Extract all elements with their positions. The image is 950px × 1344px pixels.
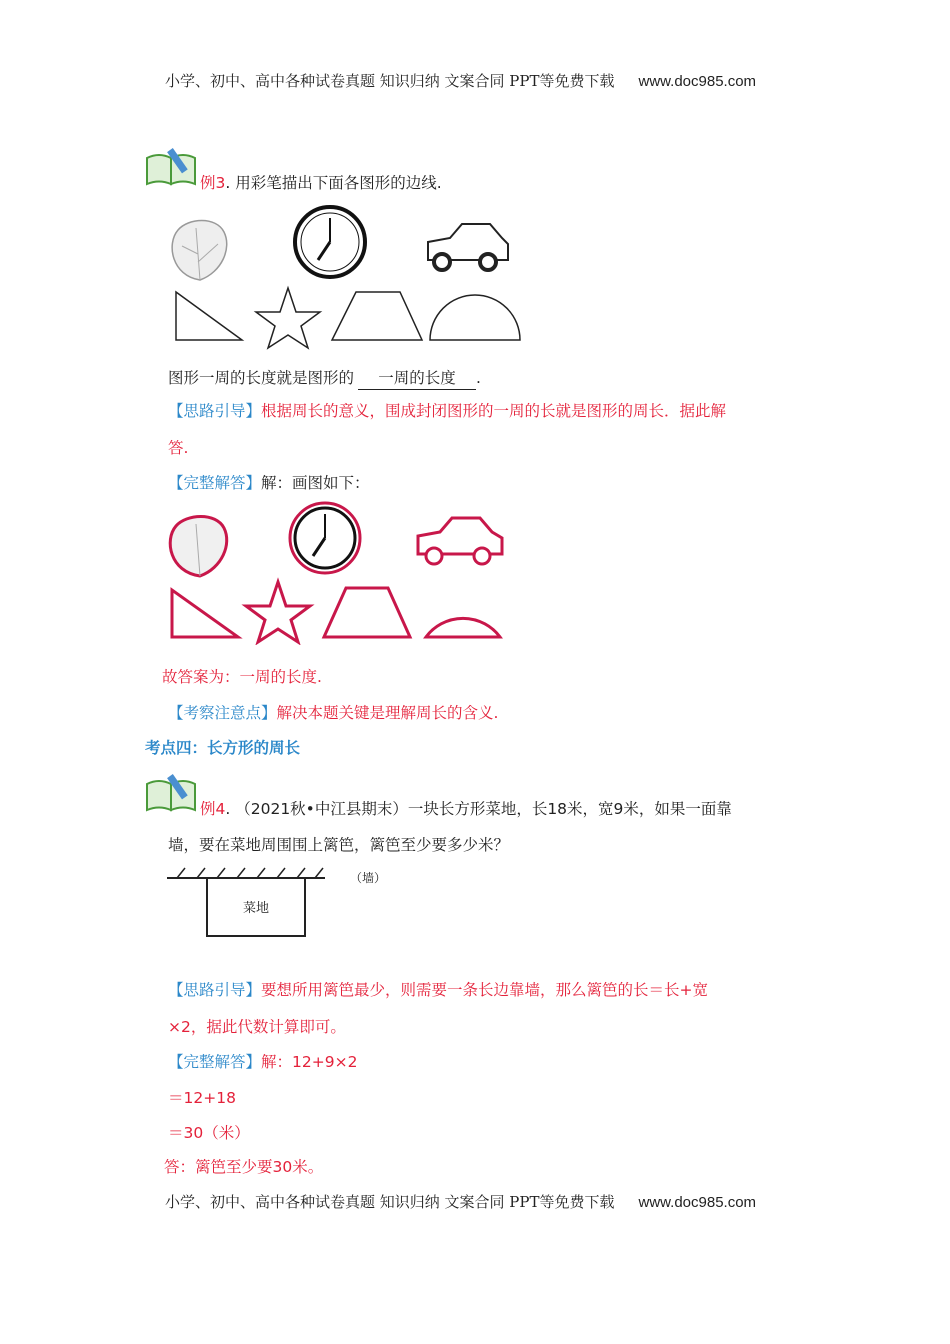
trapezoid-shape — [332, 292, 422, 340]
ex3-solution: 【完整解答】解：画图如下： — [168, 474, 370, 492]
book-pencil-icon — [144, 146, 200, 188]
ex3-question: 例3. 用彩笔描出下面各图形的边线. — [200, 174, 442, 192]
ex4-hint: 【思路引导】要想所用篱笆最少，则需要一条长边靠墙，那么篱笆的长＝长+宽 — [168, 981, 709, 999]
garden-label: 菜地 — [242, 901, 270, 916]
traced-leaf-shape — [170, 517, 227, 577]
traced-star-shape — [246, 582, 310, 642]
traced-clock-shape — [290, 503, 360, 573]
wall-label: （墙） — [350, 871, 387, 885]
ex3-traced-figure — [160, 500, 530, 645]
traced-car-shape — [418, 518, 502, 564]
ex4-question: 例4. （2021秋•中江县期末）一块长方形菜地，长18米，宽9米，如果一面靠 — [200, 800, 732, 818]
ex4-solution: 【完整解答】解：12+9×2 — [168, 1053, 358, 1071]
header-site: www.doc985.com — [638, 73, 757, 90]
clock-shape — [295, 207, 365, 277]
ex4-answer: 答：篱笆至少要30米。 — [164, 1158, 324, 1176]
ex4-hint-cont: ×2，据此代数计算即可。 — [168, 1018, 346, 1036]
car-shape — [428, 224, 508, 270]
ex4-label: 例4 — [200, 800, 226, 818]
section-title: 考点四：长方形的周长 — [145, 739, 301, 757]
traced-trapezoid-shape — [324, 588, 410, 637]
ex3-fill-blank: 图形一周的长度就是图形的 一周的长度 . — [168, 367, 481, 390]
ex3-answer: 故答案为：一周的长度. — [162, 668, 322, 686]
traced-triangle-shape — [172, 590, 238, 637]
page-footer — [165, 1191, 756, 1212]
page-header — [165, 70, 756, 91]
ex3-hint: 【思路引导】根据周长的意义，围成封闭图形的一周的长就是图形的周长．据此解 — [168, 402, 727, 420]
ex4-question-cont: 墙，要在菜地周围围上篱笆，篱笆至少要多少米？ — [168, 836, 510, 854]
ex3-blank-answer: 一周的长度 — [358, 367, 476, 390]
ex4-step2: ＝30（米） — [168, 1124, 250, 1142]
ex3-label: 例3 — [200, 174, 226, 192]
star-shape — [256, 288, 320, 348]
footer-site: www.doc985.com — [638, 1194, 757, 1211]
footer-text: 小学、初中、高中各种试卷真题 知识归纳 文案合同 PPT等免费下载 — [165, 1193, 615, 1211]
ex3-note: 【考察注意点】解决本题关键是理解周长的含义. — [168, 704, 499, 722]
header-text: 小学、初中、高中各种试卷真题 知识归纳 文案合同 PPT等免费下载 — [165, 72, 615, 90]
ex3-hint-cont: 答. — [168, 439, 189, 457]
book-pencil-icon — [144, 772, 200, 814]
ex3-shapes-figure — [160, 200, 530, 350]
wall-hatch — [177, 868, 323, 878]
ex4-garden-figure — [165, 860, 395, 945]
triangle-shape — [176, 292, 242, 340]
ex4-step1: ＝12+18 — [168, 1089, 236, 1107]
leaf-shape — [172, 221, 227, 281]
traced-semicircle-shape — [426, 618, 500, 637]
semicircle-shape — [430, 295, 520, 340]
